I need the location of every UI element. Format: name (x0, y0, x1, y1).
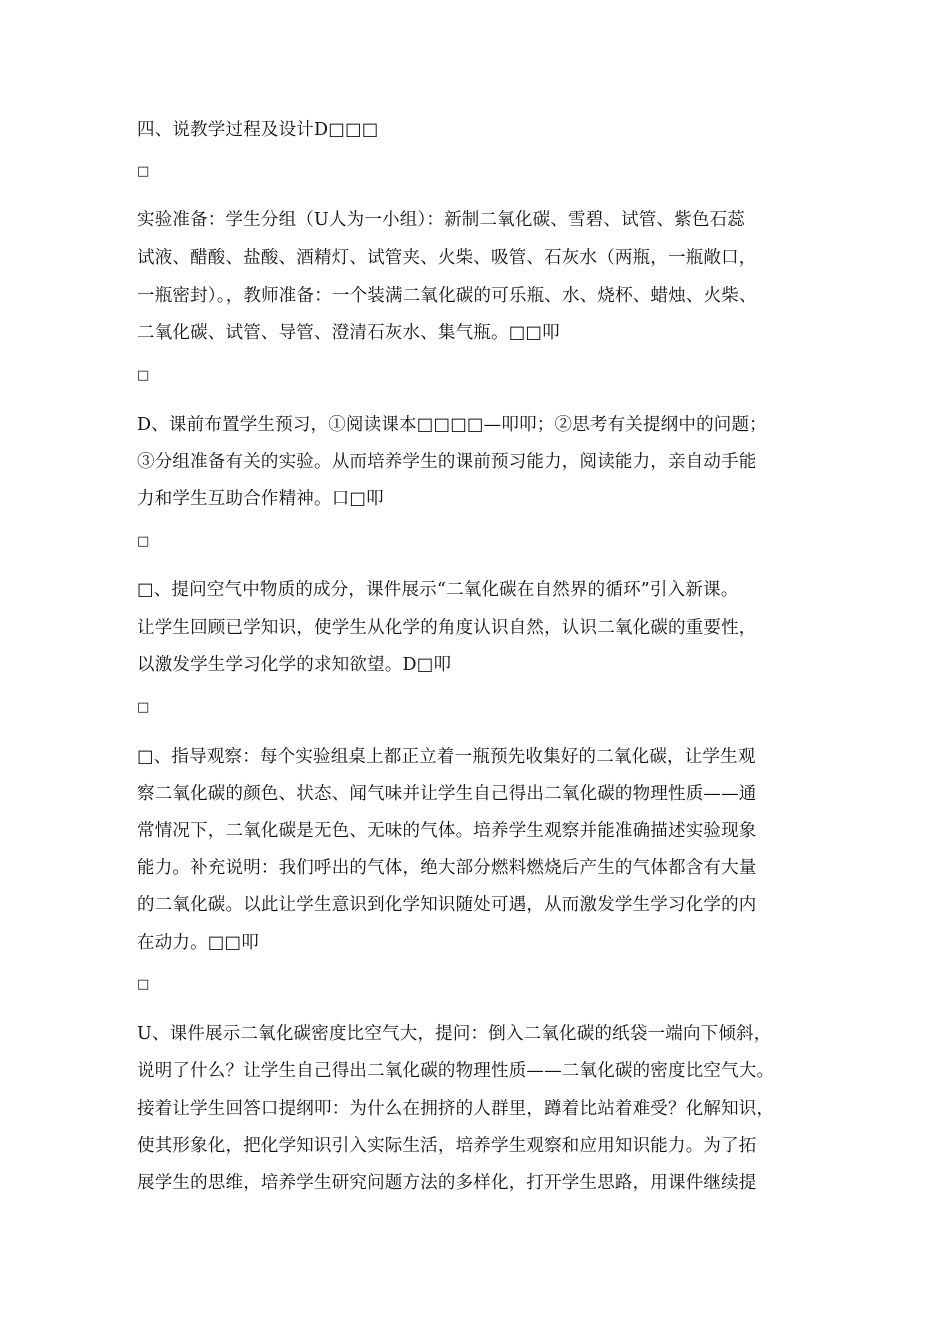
paragraph-line: 实验准备：学生分组（U人为一小组）：新制二氧化碳、雪碧、试管、紫色石蕊 (137, 210, 745, 230)
paragraph-line: 的二氧化碳。以此让学生意识到化学知识随处可遇，从而激发学生学习化学的内 (137, 895, 757, 915)
paragraph-line: 使其形象化，把化学知识引入实际生活，培养学生观察和应用知识能力。为了拓 (137, 1136, 757, 1156)
paragraph-line: 察二氧化碳的颜色、状态、闻气味并让学生自己得出二氧化碳的物理性质——通 (137, 784, 757, 804)
paragraph-line: □、提问空气中物质的成分，课件展示“二氧化碳在自然界的循环”引入新课。 (137, 580, 739, 600)
paragraph-line: 常情况下，二氧化碳是无色、无味的气体。培养学生观察并能准确描述实验现象 (137, 821, 757, 841)
separator-mark: □ (137, 368, 150, 383)
paragraph-line: 以激发学生学习化学的求知欲望。D□叩 (137, 655, 452, 675)
paragraph-line: 在动力。□□叩 (137, 933, 259, 953)
paragraph-line: □、指导观察：每个实验组桌上都正立着一瓶预先收集好的二氧化碳，让学生观 (137, 747, 756, 767)
paragraph-line: 二氧化碳、试管、导管、澄清石灰水、集气瓶。□□叩 (137, 323, 560, 343)
separator-mark: □ (137, 534, 150, 549)
paragraph-line: 力和学生互助合作精神。口□叩 (137, 489, 384, 509)
paragraph-line: U、课件展示二氧化碳密度比空气大，提问：倒入二氧化碳的纸袋一端向下倾斜， (137, 1024, 772, 1044)
separator-mark: □ (137, 700, 150, 715)
paragraph-line: D、课前布置学生预习，①阅读课本□□□□—叩叩；②思考有关提纲中的问题； (137, 415, 767, 435)
paragraph-line: 说明了什么？让学生自己得出二氧化碳的物理性质——二氧化碳的密度比空气大。 (137, 1061, 775, 1081)
separator-mark: □ (137, 164, 150, 179)
paragraph-line: 试液、醋酸、盐酸、酒精灯、试管夹、火柴、吸管、石灰水（两瓶，一瓶敞口， (137, 248, 757, 268)
paragraph-line: 展学生的思维，培养学生研究问题方法的多样化，打开学生思路，用课件继续提 (137, 1173, 757, 1193)
paragraph-line: 能力。补充说明：我们呼出的气体，绝大部分燃料燃烧后产生的气体都含有大量 (137, 858, 757, 878)
paragraph-line: 让学生回顾已学知识，使学生从化学的角度认识自然，认识二氧化碳的重要性， (137, 618, 757, 638)
paragraph-line: 一瓶密封）。，教师准备：一个装满二氧化碳的可乐瓶、水、烧杯、蜡烛、火柴、 (137, 286, 757, 306)
paragraph-line: ③分组准备有关的实验。从而培养学生的课前预习能力，阅读能力，亲自动手能 (137, 452, 757, 472)
paragraph-line: 接着让学生回答口提纲叩：为什么在拥挤的人群里，蹲着比站着难受？化解知识， (137, 1099, 775, 1119)
separator-mark: □ (137, 977, 150, 992)
section-heading: 四、说教学过程及设计D□□□ (137, 120, 379, 140)
